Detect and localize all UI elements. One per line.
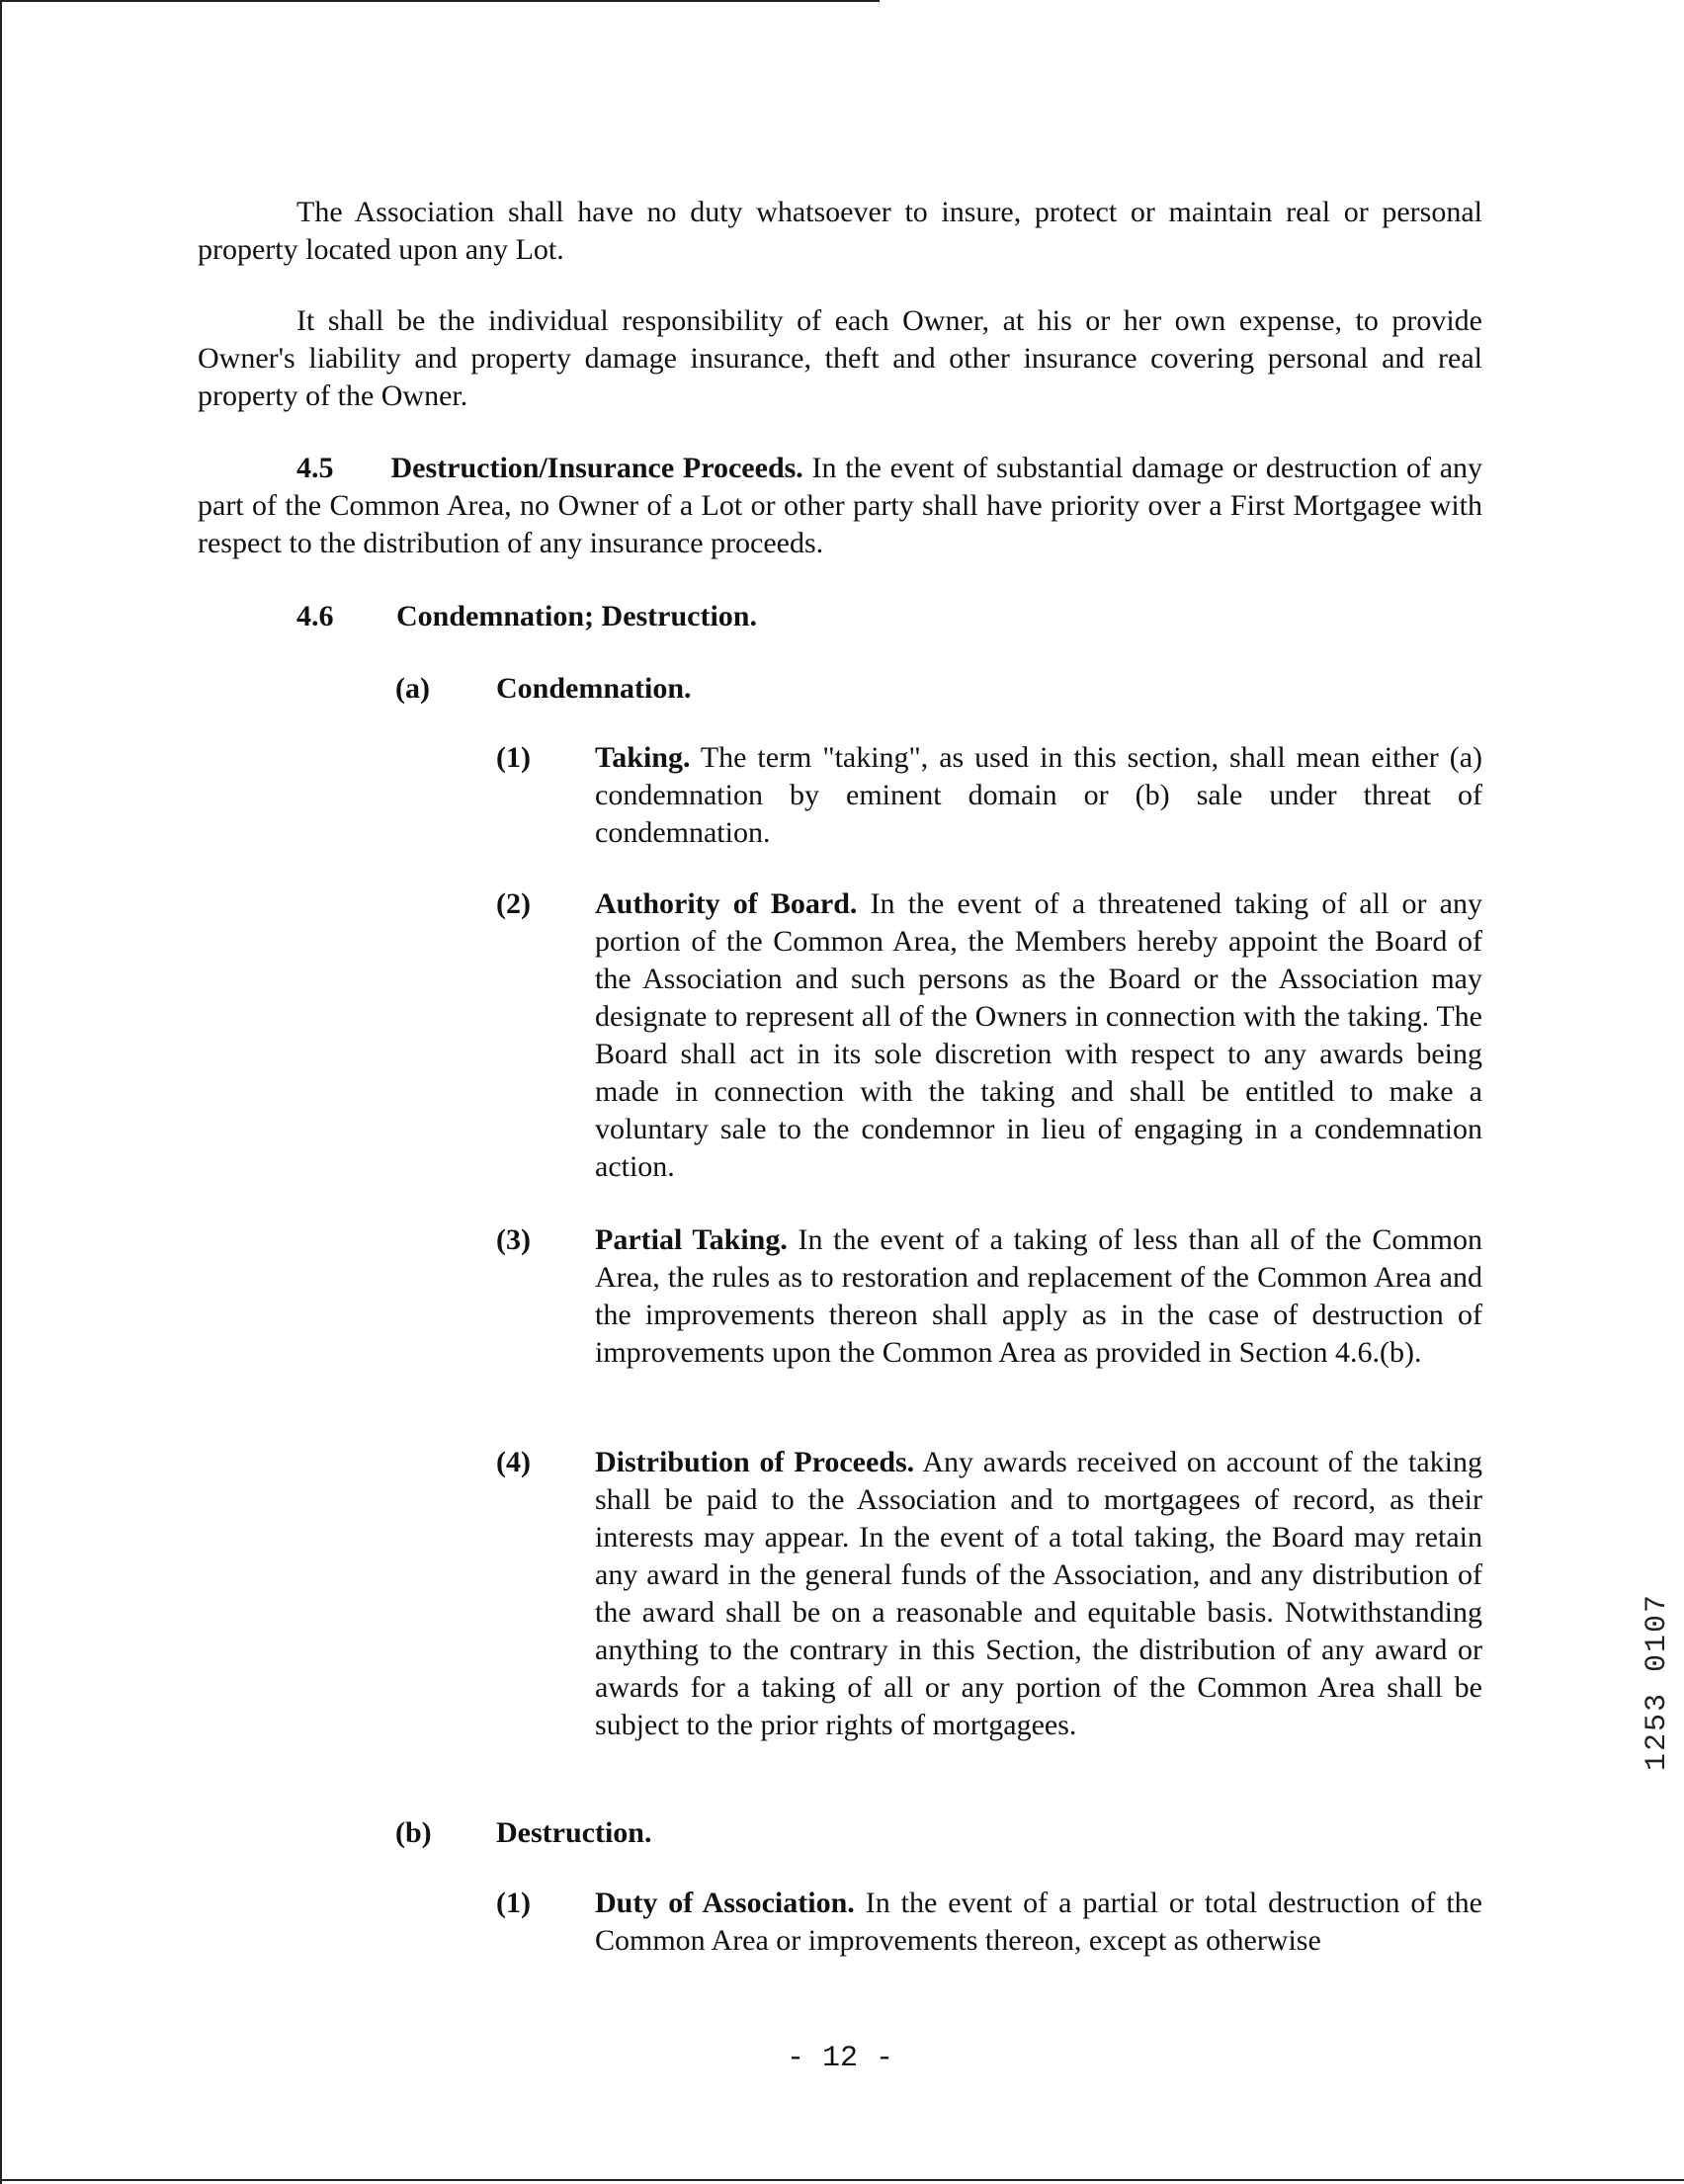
sub-a-label: (a) bbox=[395, 672, 430, 705]
section-4-5-text: In the event of substantial damage or destruction of any part of the Common Area, no Owner of a Lot or other party shall have priority over a First Mortgagee with respect to the distribution of any insurance proceeds. bbox=[198, 452, 1483, 559]
sub-a-item-2-title: Authority of Board. bbox=[595, 887, 858, 920]
bottom-border-line bbox=[0, 2179, 1684, 2181]
sub-a-title: Condemnation. bbox=[496, 672, 692, 705]
section-4-6-number: 4.6 bbox=[296, 600, 334, 632]
sub-a-item-1 bbox=[595, 739, 1482, 852]
sub-b-label: (b) bbox=[395, 1816, 432, 1849]
sub-a-item-3-number: (3) bbox=[496, 1223, 531, 1256]
sub-b-item-1-title: Duty of Association. bbox=[595, 1887, 855, 1919]
section-4-5 bbox=[198, 450, 1482, 562]
sub-a-item-4 bbox=[595, 1444, 1482, 1744]
paragraph-owner-responsibility: It shall be the individual responsibility of each Owner, at his or her own expense, to provide Owner's liability and property damage insurance, theft and other insurance covering personal and real property of the Owner. bbox=[198, 304, 1482, 412]
sub-a-item-3-text: In the event of a taking of less than all of the Common Area, the rules as to restoration and replacement of the Common Area and the improvements thereon shall apply as in the case of destruction of improvements upon the Common Area as provided in Section 4.6.(b). bbox=[595, 1223, 1483, 1369]
sub-a-item-3-title: Partial Taking. bbox=[595, 1223, 788, 1256]
sub-a-item-3 bbox=[595, 1221, 1482, 1372]
top-border-line bbox=[0, 0, 880, 2]
sub-a-item-1-text: The term "taking", as used in this section, shall mean either (a) condemnation by eminent domain or (b) sale under threat of condemnation. bbox=[595, 741, 1482, 849]
page-number: - 12 - bbox=[786, 2042, 894, 2075]
section-4-6-title: Condemnation; Destruction. bbox=[396, 600, 757, 632]
sub-b-item-1-text: In the event of a partial or total destruction of the Common Area or improvements thereon, except as otherwise bbox=[595, 1887, 1482, 1957]
sub-a-item-2-text: In the event of a threatened taking of all or any portion of the Common Area, the Members hereby appoint the Board of the Association and such persons as the Board or the Association may designate to represent all of the Owners in connection with the taking. The Board shall act in its sole discretion with respect to any awards being made in connection with the taking and shall be entitled to make a voluntary sale to the condemnor in lieu of engaging in a condemnation action. bbox=[595, 887, 1482, 1183]
sub-a-item-4-title: Distribution of Proceeds. bbox=[595, 1446, 915, 1478]
sub-b-item-1 bbox=[595, 1885, 1482, 1960]
sub-a-item-4-text: Any awards received on account of the taking shall be paid to the Association and to mortgagees of record, as their interests may appear. In the event of a total taking, the Board may retain any award in the general funds of the Association, and any distribution of the award shall be on a reasonable and equitable basis. Notwithstanding anything to the contrary in this Section, the distribution of any award or awards for a taking of all or any portion of the Common Area shall be subject to the prior rights of mortgagees. bbox=[595, 1446, 1483, 1741]
sub-b-item-1-number: (1) bbox=[496, 1887, 531, 1919]
sub-a-item-4-number: (4) bbox=[496, 1446, 531, 1478]
section-4-5-number: 4.5 bbox=[296, 452, 334, 484]
sub-a-item-1-number: (1) bbox=[496, 741, 531, 774]
recording-stamp: 1253 0107 bbox=[1641, 1593, 1674, 1772]
sub-a-item-2 bbox=[595, 885, 1482, 1186]
paragraph-no-duty: The Association shall have no duty whatsoever to insure, protect or maintain real or personal property located upon any Lot. bbox=[198, 196, 1482, 266]
left-border-line bbox=[0, 0, 2, 2184]
section-4-5-title: Destruction/Insurance Proceeds. bbox=[390, 452, 803, 484]
sub-a-item-1-title: Taking. bbox=[595, 741, 691, 774]
sub-b-title: Destruction. bbox=[496, 1816, 652, 1849]
sub-a-item-2-number: (2) bbox=[496, 887, 531, 920]
